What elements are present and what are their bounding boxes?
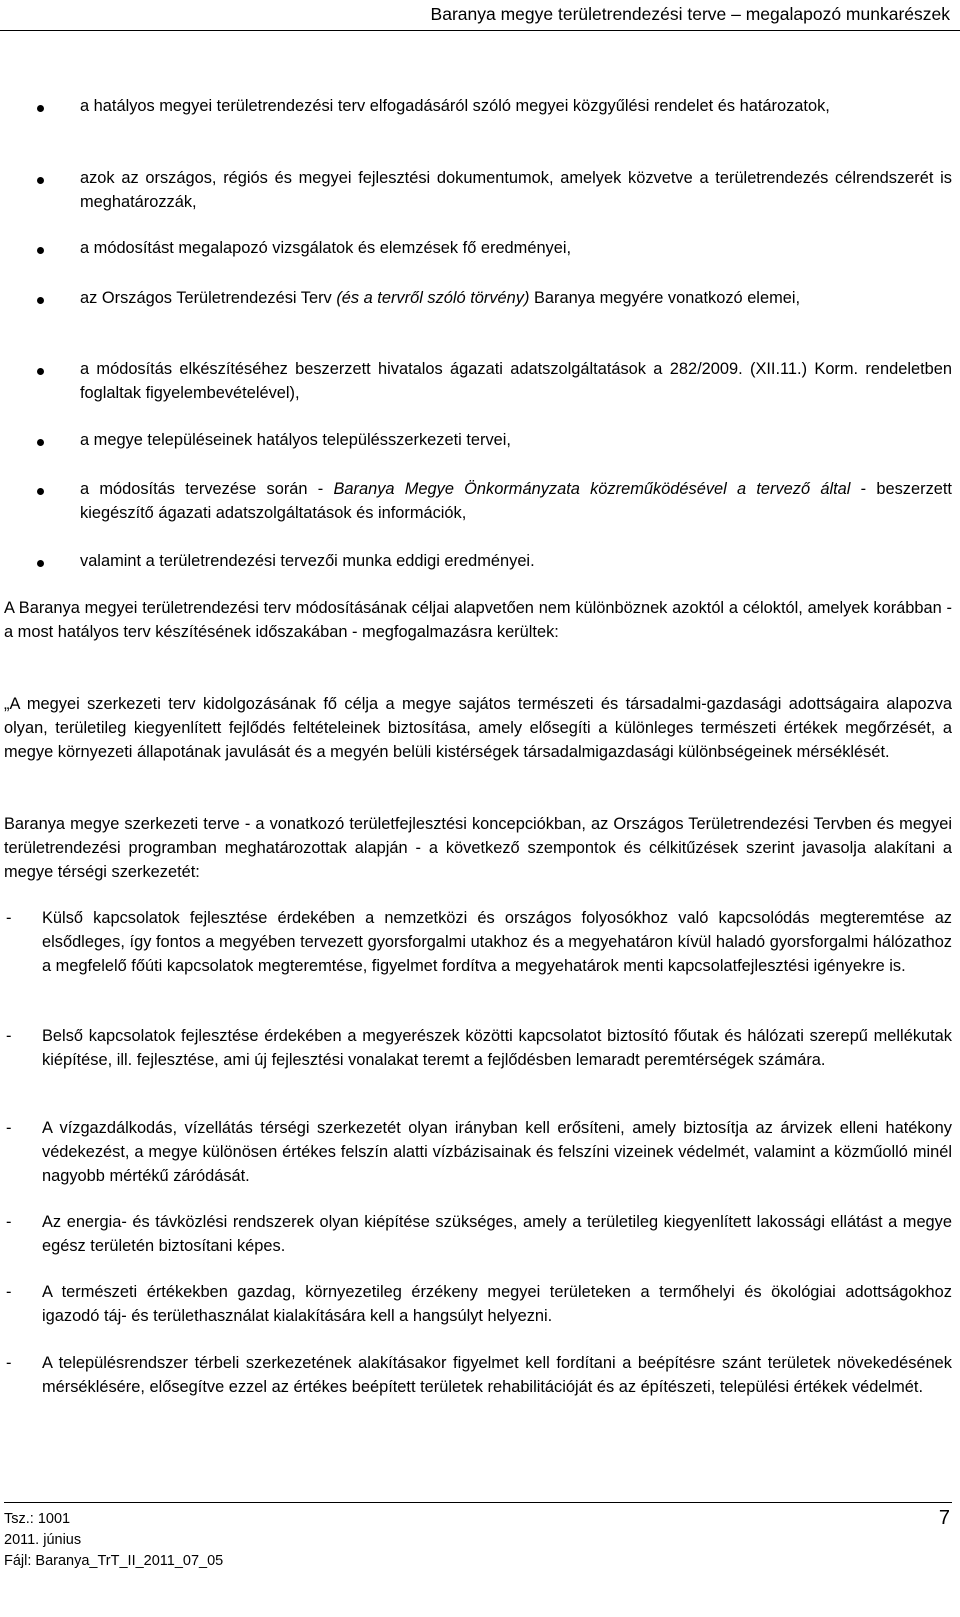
bullet-item-7 (80, 477, 952, 525)
dash-marker: - (6, 1283, 12, 1301)
paragraph-structure: Baranya megye szerkezeti terve - a vonatkozó területfejlesztési koncepciókban, az Országos Területrendezési Tervben és megyei területrendezési programban meghatározottak alapján - a következő szempontok és célkitűzések szerint javasolja alakítani a megye térségi szerkezetét: (4, 815, 952, 881)
header-rule (0, 30, 960, 31)
dash-item-1: Külső kapcsolatok fejlesztése érdekében a nemzetközi és országos folyosókhoz való kapcsolódás megteremtése az elsődleges, így fontos a megyében tervezett gyorsforgalmi utakhoz és a megyehatáron kívül haladó gyorsforgalmi hálózathoz a megfelelő főúti kapcsolatok megteremtése, figyelmet fordítva a megyehatárok menti kapcsolatfejlesztési igényekre is. (42, 909, 952, 975)
footer-tsz: Tsz.: 1001 (4, 1511, 71, 1527)
bullet-dot (37, 105, 44, 112)
dash-item-6: A településrendszer térbeli szerkezetének alakításakor figyelmet kell fordítani a beépítésre szánt területek növekedésének mérséklésére, elősegítve ezzel az értékes beépített területek rehabilitációját és az építészeti, települési értékek védelmét. (42, 1354, 952, 1396)
bullet-item-7-post: - beszerzett kiegészítő ágazati adatszolgáltatások és információk, (80, 480, 952, 522)
dash-item-5: A természeti értékekben gazdag, környezetileg érzékeny megyei területeken a termőhelyi és ökológiai adottságokhoz igazodó táj- és területhasználat kialakítására kell a hangsúlyt helyezni. (42, 1283, 952, 1325)
bullet-item-2: azok az országos, régiós és megyei fejlesztési dokumentumok, amelyek közvetve a területrendezés célrendszerét is meghatározzák, (80, 169, 952, 211)
bullet-item-3: a módosítást megalapozó vizsgálatok és elemzések fő eredményei, (80, 239, 572, 257)
bullet-dot (37, 560, 44, 567)
paragraph-intro: A Baranya megyei területrendezési terv módosításának céljai alapvetően nem különböznek azoktól a céloktól, amelyek korábban - a most hatályos terv készítésének időszakában - megfogalmazásra kerültek: (4, 599, 952, 641)
bullet-item-4-post: Baranya megyére vonatkozó elemei, (529, 289, 801, 307)
page-number: 7 (938, 1507, 950, 1529)
dash-marker: - (6, 909, 12, 927)
bullet-item-4 (80, 286, 952, 310)
footer-date: 2011. június (4, 1532, 82, 1548)
footer-file: Fájl: Baranya_TrT_II_2011_07_05 (4, 1553, 224, 1569)
bullet-item-6: a megye településeinek hatályos településszerkezeti tervei, (80, 431, 511, 449)
bullet-item-5: a módosítás elkészítéséhez beszerzett hivatalos ágazati adatszolgáltatások a 282/2009. (XII.11.) Korm. rendeletben foglaltak figyelembevételével), (80, 360, 952, 402)
footer-rule (4, 1502, 952, 1503)
header-title: Baranya megye területrendezési terve – megalapozó munkarészek (430, 4, 950, 24)
bullet-item-1: a hatályos megyei területrendezési terv elfogadásáról szóló megyei közgyűlési rendelet és határozatok, (80, 97, 830, 115)
bullet-dot (37, 368, 44, 375)
bullet-dot (37, 297, 44, 304)
dash-marker: - (6, 1027, 12, 1045)
bullet-item-4-pre: az Országos Területrendezési Terv (80, 289, 337, 307)
bullet-item-7-italic: Baranya Megye Önkormányzata közreműködésével a tervező által (333, 480, 851, 498)
dash-item-3: A vízgazdálkodás, vízellátás térségi szerkezetét olyan irányban kell erősíteni, amely biztosítja az árvizek elleni hatékony védekezést, a megye különösen értékes felszín alatti vízbázisainak és felszíni vizeinek védelmét, valamint a közműolló minél nagyobb mértékű záródását. (42, 1119, 952, 1185)
dash-item-4: Az energia- és távközlési rendszerek olyan kiépítése szükséges, amely a területileg kiegyenlített lakossági ellátást a megye egész területén biztosítani képes. (42, 1213, 952, 1255)
bullet-dot (37, 488, 44, 495)
dash-marker: - (6, 1354, 12, 1372)
paragraph-quote: „A megyei szerkezeti terv kidolgozásának fő célja a megye sajátos természeti és társadalmi-gazdasági adottságaira alapozva olyan, területileg kiegyenlített fejlődés feltételeinek biztosítása, amely elősegíti a különleges természeti értékek megőrzését, a megye környezeti állapotának javulását és a megyén belüli kistérségek társadalmigazdasági különbségeinek mérséklését. (4, 695, 952, 761)
bullet-item-4-italic: (és a tervről szóló törvény) (336, 289, 530, 307)
bullet-dot (37, 247, 44, 254)
dash-marker: - (6, 1119, 12, 1137)
bullet-item-8: valamint a területrendezési tervezői munka eddigi eredményei. (80, 552, 535, 570)
bullet-dot (37, 439, 44, 446)
dash-marker: - (6, 1213, 12, 1231)
bullet-item-7-pre: a módosítás tervezése során - (80, 480, 334, 498)
page-header (0, 0, 960, 38)
dash-item-2: Belső kapcsolatok fejlesztése érdekében a megyerészek közötti kapcsolatot biztosító főutak és hálózati szerepű mellékutak kiépítése, ill. fejlesztése, ami új fejlesztési vonalakat teremt a fejlődésben lemaradt peremtérségek számára. (42, 1027, 952, 1069)
bullet-dot (37, 177, 44, 184)
